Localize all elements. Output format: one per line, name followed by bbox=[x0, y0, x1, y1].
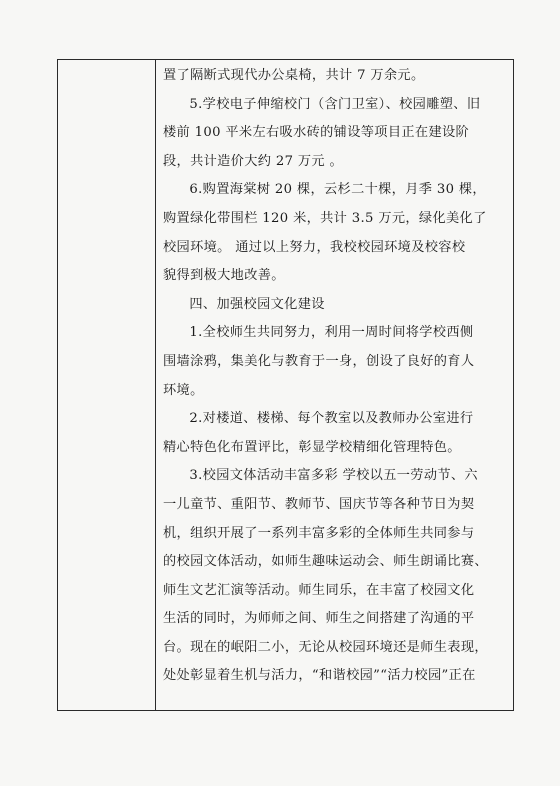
text-line: 的校园文体活动，如师生趣味运动会、师生朗诵比赛、 bbox=[163, 554, 488, 570]
text-line: 3.校园文体活动丰富多彩 学校以五一劳动节、六 bbox=[189, 468, 478, 484]
text-line: 6.购置海棠树 20 棵，云杉二十棵，月季 30 棵， bbox=[189, 182, 486, 198]
text-line: 精心特色化布置评比，彰显学校精细化管理特色。 bbox=[163, 439, 461, 455]
text-line: 四、加强校园文化建设 bbox=[189, 296, 325, 312]
left-label-cell bbox=[58, 60, 154, 710]
text-line: 2.对楼道、楼梯、每个教室以及教师办公室进行 bbox=[189, 411, 474, 427]
paragraph-p-c2 bbox=[163, 405, 505, 462]
text-line: 台。现在的岷阳二小，无论从校园环境还是师生表现， bbox=[163, 639, 488, 655]
column-divider bbox=[155, 59, 156, 711]
paragraph-p-heading bbox=[163, 291, 505, 320]
text-line: 购置绿化带围栏 120 米，共计 3.5 万元，绿化美化了 bbox=[163, 210, 487, 226]
paragraph-p-c3 bbox=[163, 462, 505, 691]
paragraph-p-cont bbox=[163, 62, 505, 91]
text-line: 1.全校师生共同努力，利用一周时间将学校西侧 bbox=[189, 325, 474, 341]
text-line: 一儿童节、重阳节、教师节、国庆节等各种节日为契 bbox=[163, 496, 475, 512]
text-line: 校园环境。 通过以上努力，我校校园环境及校容校 bbox=[163, 239, 466, 255]
text-line: 5.学校电子伸缩校门（含门卫室）、校园雕塑、旧 bbox=[189, 96, 481, 112]
text-line: 师生文艺汇演等活动。师生同乐，在丰富了校园文化 bbox=[163, 582, 475, 598]
text-line: 段，共计造价大约 27 万元 。 bbox=[163, 153, 344, 169]
text-line: 处处彰显着生机与活力，“和谐校园”“活力校园”正在 bbox=[163, 668, 476, 684]
text-line: 机，组织开展了一系列丰富多彩的全体师生共同参与 bbox=[163, 525, 475, 541]
text-line: 楼前 100 平米左右吸水砖的铺设等项目正在建设阶 bbox=[163, 125, 470, 141]
text-line: 生活的同时，为师师之间、师生之间搭建了沟通的平 bbox=[163, 611, 475, 627]
text-line: 环境。 bbox=[163, 382, 204, 398]
text-line: 貌得到极大地改善。 bbox=[163, 268, 285, 284]
content-cell bbox=[163, 62, 505, 691]
paragraph-p-6 bbox=[163, 176, 505, 290]
paragraph-p-c1 bbox=[163, 319, 505, 405]
text-line: 置了隔断式现代办公桌椅，共计 7 万余元。 bbox=[163, 68, 425, 83]
paragraph-p-5 bbox=[163, 91, 505, 177]
text-line: 围墙涂鸦，集美化与教育于一身，创设了良好的育人 bbox=[163, 353, 475, 369]
